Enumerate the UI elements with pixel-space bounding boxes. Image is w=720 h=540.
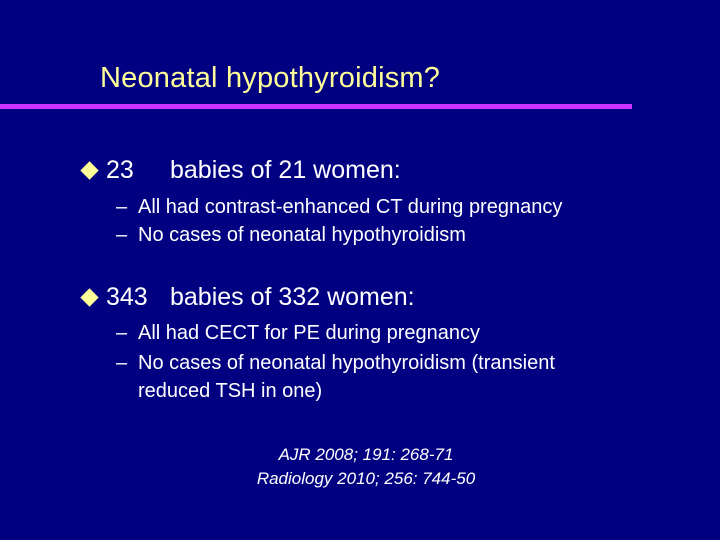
sub-bullet-continuation xyxy=(116,377,322,405)
dash-marker: – xyxy=(116,352,128,374)
slide-title: Neonatal hypothyroidism? xyxy=(100,62,441,94)
title-underline xyxy=(0,104,632,109)
sub-bullet-continuation-text: reduced TSH in one) xyxy=(138,380,323,402)
bullet-text: babies of 332 women: xyxy=(170,283,415,311)
reference-citation: AJR 2008; 191: 268-71 xyxy=(278,445,454,464)
dash-marker: – xyxy=(116,322,128,344)
bullet-number: 343 xyxy=(106,283,148,311)
sub-bullet-text: All had contrast-enhanced CT during pregnancy xyxy=(138,196,563,218)
bullet-item xyxy=(80,156,401,185)
sub-bullet-text: No cases of neonatal hypothyroidism (transient xyxy=(138,352,555,374)
bullet-item xyxy=(80,283,415,312)
diamond-bullet-icon xyxy=(80,288,98,306)
bullet-number: 23 xyxy=(106,156,134,184)
dash-marker: – xyxy=(116,196,128,218)
diamond-bullet-icon xyxy=(80,161,98,179)
reference-citation: Radiology 2010; 256: 744-50 xyxy=(256,469,476,488)
sub-bullet-item xyxy=(116,221,466,249)
dash-marker: – xyxy=(116,224,128,246)
sub-bullet-text: All had CECT for PE during pregnancy xyxy=(138,322,481,344)
bullet-text: babies of 21 women: xyxy=(170,156,401,184)
sub-bullet-text: No cases of neonatal hypothyroidism xyxy=(138,224,466,246)
sub-bullet-item xyxy=(116,319,480,347)
sub-bullet-item xyxy=(116,193,562,221)
sub-bullet-item xyxy=(116,349,555,377)
